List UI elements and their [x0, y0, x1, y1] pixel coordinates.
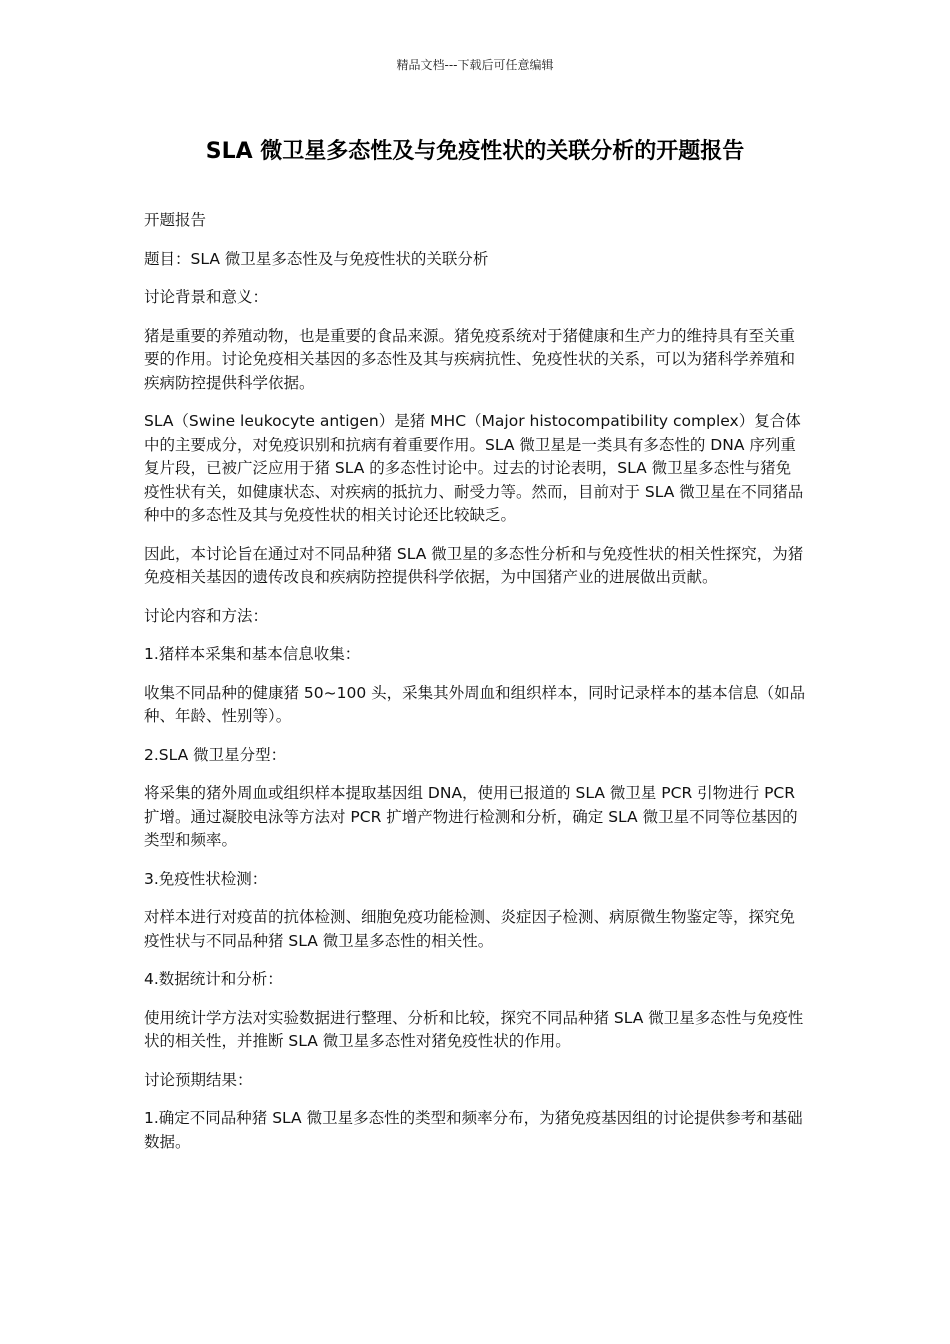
method-paragraph-3: 对样本进行对疫苗的抗体检测、细胞免疫功能检测、炎症因子检测、病原微生物鉴定等，探究免疫性状与不同品种猪 SLA 微卫星多态性的相关性。: [144, 908, 796, 950]
background-paragraph-2: SLA（Swine leukocyte antigen）是猪 MHC（Major histocompatibility complex）复合体中的主要成分，对免疫识别和抗病有着重要作用。SLA 微卫星是一类具有多态性的 DNA 序列重复片段，已被广泛应用于猪 SLA 的多态性讨论中。过去的讨论表明，SLA 微卫星多态性与猪免疫性状有关，如健康状态、对疾病的抵抗力、耐受力等。然而，目前对于 SLA 微卫星在不同猪品种中的多态性及其与免疫性状的相关讨论还比较缺乏。: [144, 412, 804, 524]
section-heading-expected-results: 讨论预期结果：: [144, 1070, 253, 1089]
document-title: SLA 微卫星多态性及与免疫性状的关联分析的开题报告: [205, 139, 745, 164]
method-heading-2: 2.SLA 微卫星分型：: [144, 745, 287, 764]
method-heading-4: 4.数据统计和分析：: [144, 970, 283, 988]
section-label-proposal: 开题报告: [144, 211, 207, 229]
method-paragraph-2: 将采集的猪外周血或组织样本提取基因组 DNA，使用已报道的 SLA 微卫星 PCR 引物进行 PCR 扩增。通过凝胶电泳等方法对 PCR 扩增产物进行检测和分析，确定 SLA 微卫星不同等位基因的类型和频率。: [144, 784, 798, 849]
topic-line: 题目：SLA 微卫星多态性及与免疫性状的关联分析: [144, 249, 489, 268]
method-paragraph-4: 使用统计学方法对实验数据进行整理、分析和比较，探究不同品种猪 SLA 微卫星多态性与免疫性状的相关性，并推断 SLA 微卫星多态性对猪免疫性状的作用。: [144, 1008, 804, 1050]
method-paragraph-1: 收集不同品种的健康猪 50~100 头，采集其外周血和组织样本，同时记录样本的基本信息（如品种、年龄、性别等）。: [144, 683, 806, 725]
expected-result-1: 1.确定不同品种猪 SLA 微卫星多态性的类型和频率分布，为猪免疫基因组的讨论提供参考和基础数据。: [144, 1109, 803, 1151]
background-paragraph-1: 猪是重要的养殖动物，也是重要的食品来源。猪免疫系统对于猪健康和生产力的维持具有至关重要的作用。讨论免疫相关基因的多态性及其与疾病抗性、免疫性状的关系，可以为猪科学养殖和疾病防控提供科学依据。: [144, 326, 796, 392]
method-heading-1: 1.猪样本采集和基本信息收集：: [144, 645, 361, 663]
section-heading-content-methods: 讨论内容和方法：: [144, 606, 269, 625]
section-heading-background: 讨论背景和意义：: [144, 288, 269, 306]
background-paragraph-3: 因此，本讨论旨在通过对不同品种猪 SLA 微卫星的多态性分析和与免疫性状的相关性探究，为猪免疫相关基因的遗传改良和疾病防控提供科学依据，为中国猪产业的进展做出贡献。: [144, 544, 804, 586]
method-heading-3: 3.免疫性状检测：: [144, 869, 268, 888]
page-header: 精品文档---下载后可任意编辑: [396, 58, 554, 72]
document-body: [144, 209, 806, 1169]
